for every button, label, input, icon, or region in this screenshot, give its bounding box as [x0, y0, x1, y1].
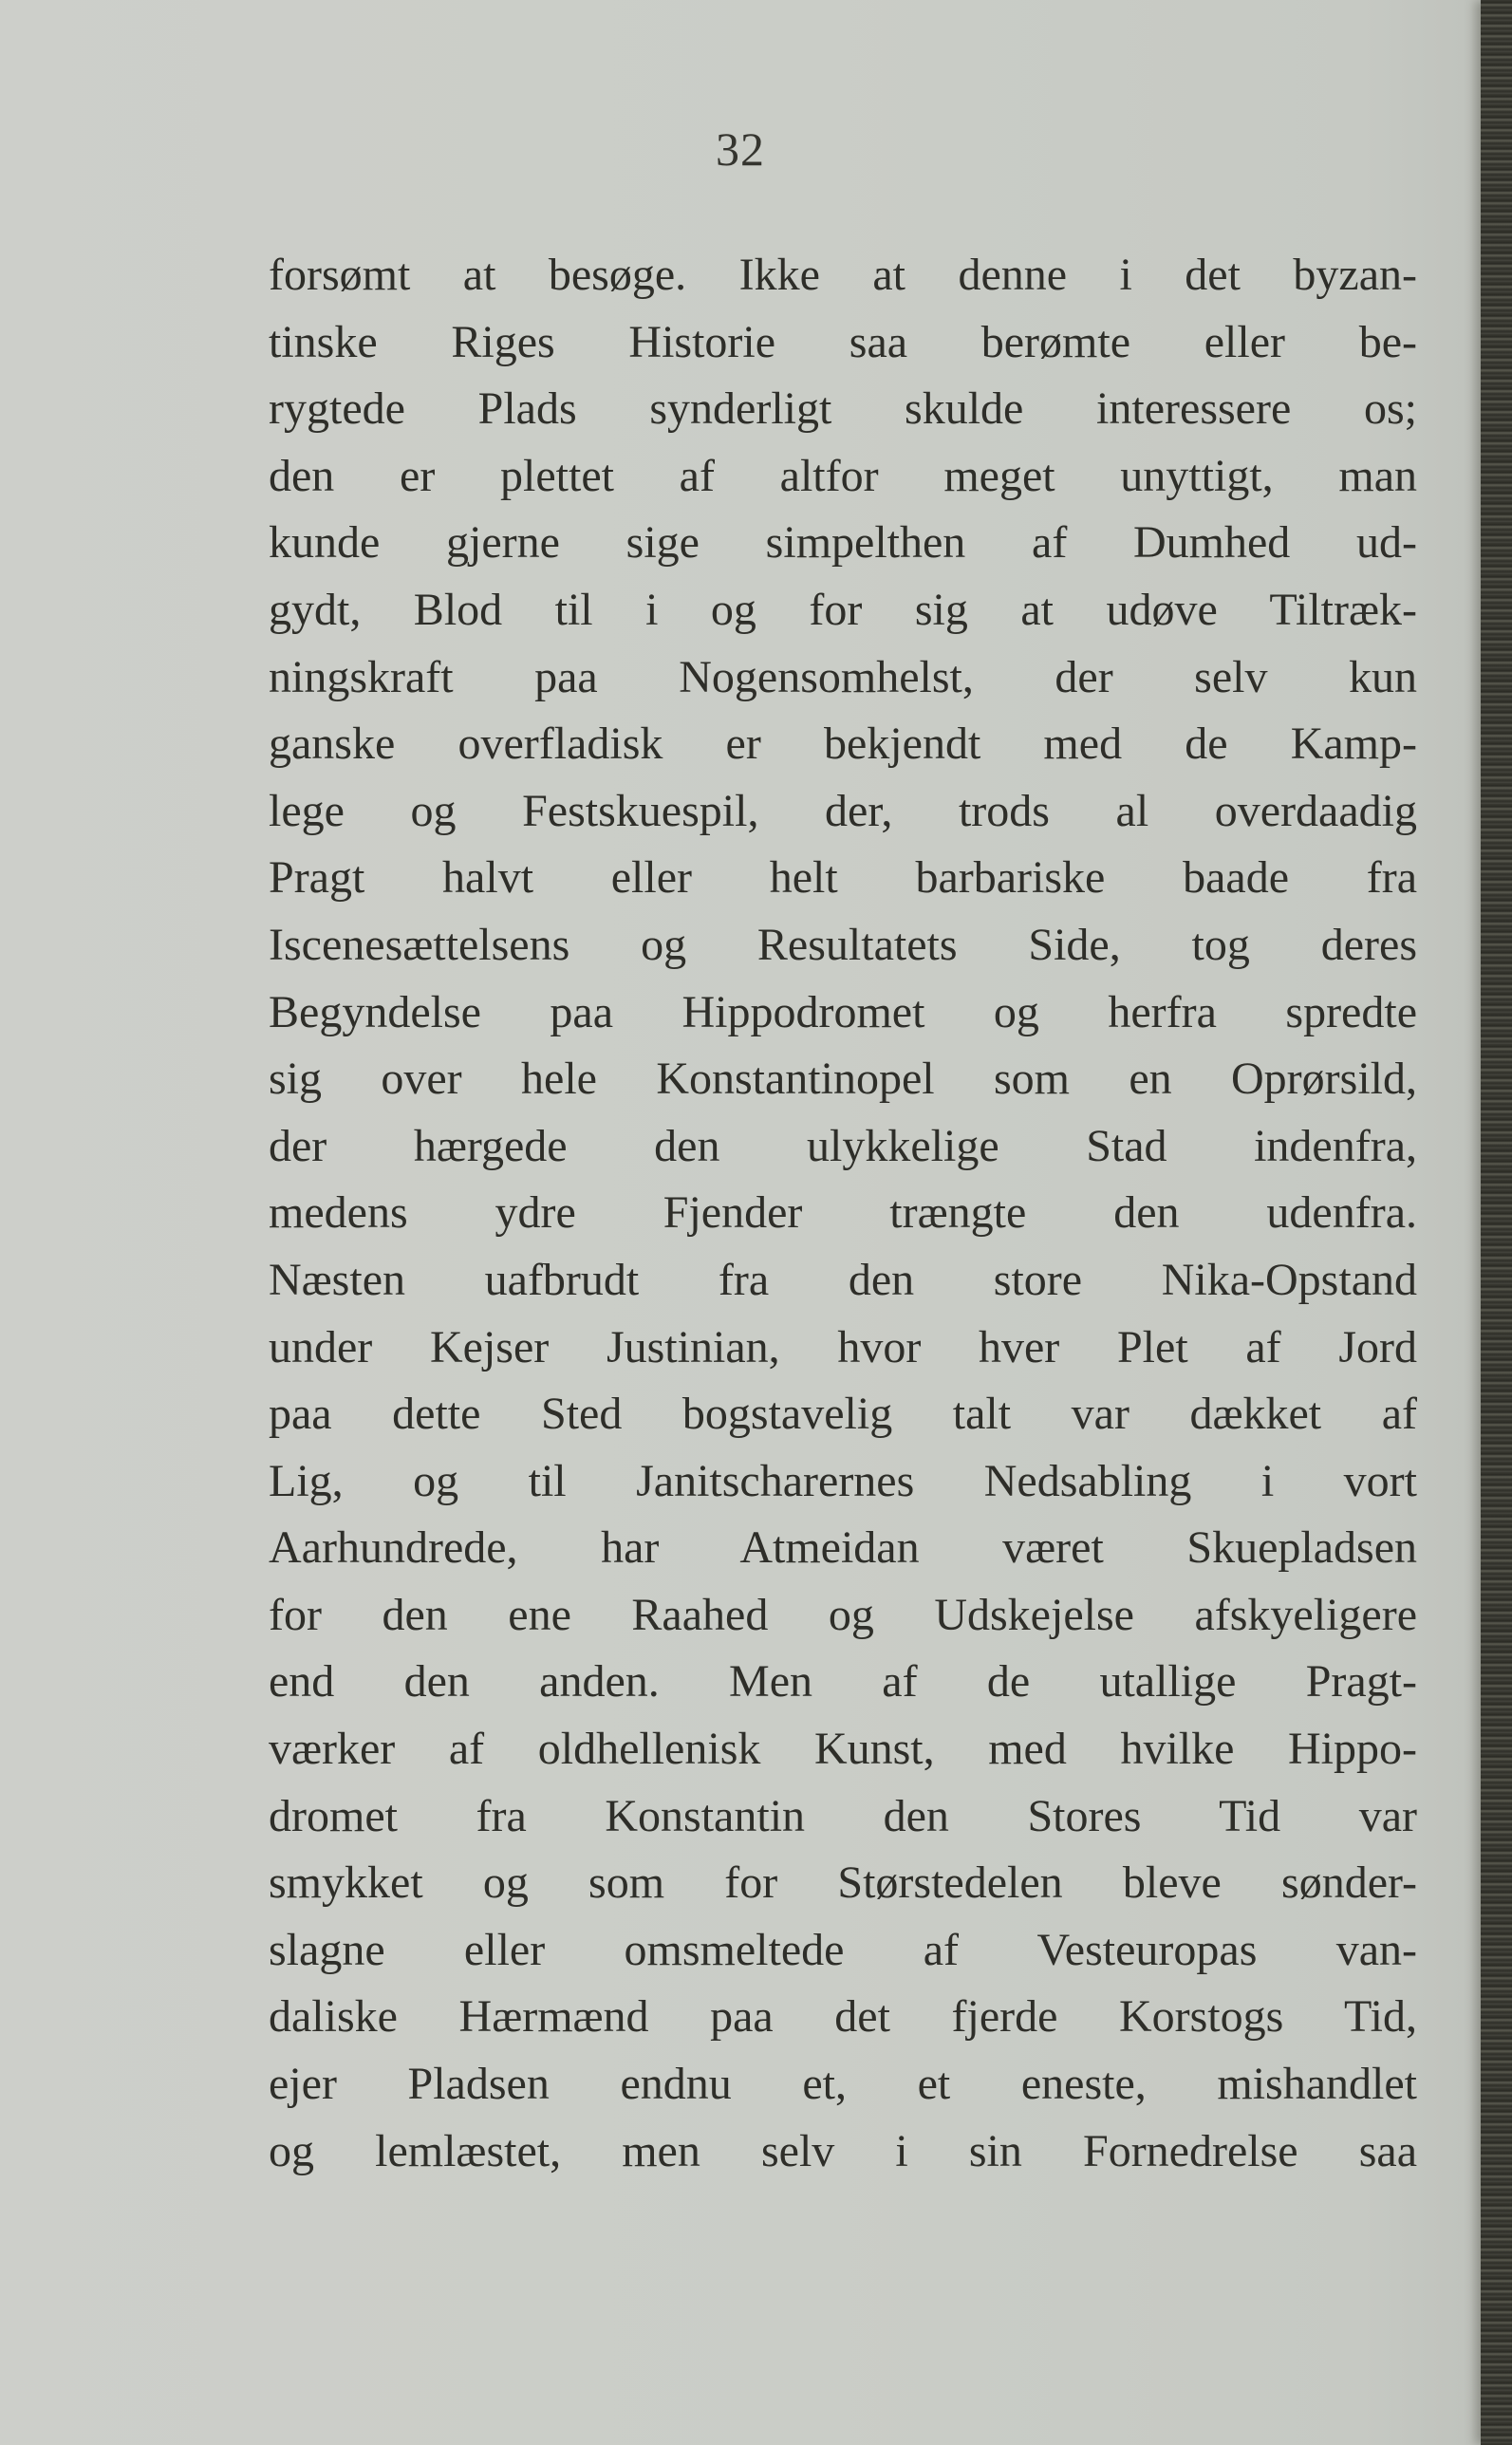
text-line: Begyndelse paa Hippodromet og herfra spredte [269, 986, 1417, 1037]
body-text [269, 242, 1417, 2185]
text-line: ejer Pladsen endnu et, et eneste, mishandlet [269, 2059, 1417, 2110]
text-line: Lig, og til Janitscharernes Nedsabling i vort [269, 1455, 1417, 1506]
text-line: ganske overfladisk er bekjendt med de Kamp- [269, 719, 1417, 770]
text-line: Aarhundrede, har Atmeidan været Skuepladsen [269, 1522, 1417, 1574]
text-line: tinske Riges Historie saa berømte eller be- [269, 316, 1417, 367]
text-line: forsømt at besøge. Ikke at denne i det byzan- [269, 250, 1417, 300]
text-line: Iscenesættelsens og Resultatets Side, tog deres [269, 919, 1417, 970]
text-line: lege og Festskuespil, der, trods al overdaadig [269, 785, 1417, 836]
text-line: under Kejser Justinian, hvor hver Plet af Jord [269, 1321, 1417, 1372]
text-line: rygtede Plads synderligt skulde interessere os; [269, 383, 1417, 435]
text-line: kunde gjerne sige simpelthen af Dumhed ud- [269, 517, 1417, 569]
text-line: og lemlæstet, men selv i sin Fornedrelse saa [269, 2125, 1417, 2176]
text-line: medens ydre Fjender trængte den udenfra. [269, 1187, 1417, 1239]
text-line: sig over hele Konstantinopel som en Oprørsild, [269, 1054, 1417, 1105]
text-line: ningskraft paa Nogensomhelst, der selv kun [269, 651, 1417, 702]
text-line: der hærgede den ulykkelige Stad indenfra, [269, 1120, 1417, 1171]
text-line: daliske Hærmænd paa det fjerde Korstogs Tid, [269, 1991, 1417, 2043]
text-line: Pragt halvt eller helt barbariske baade fra [269, 852, 1417, 904]
page-number: 32 [716, 122, 765, 176]
text-line: for den ene Raahed og Udskejelse afskyeligere [269, 1589, 1417, 1640]
page-edge-shadow [1481, 0, 1512, 2445]
text-line: den er plettet af altfor meget unyttigt, man [269, 450, 1417, 501]
text-line: Næsten uafbrudt fra den store Nika-Opstand [269, 1254, 1417, 1305]
text-line: slagne eller omsmeltede af Vesteuropas van- [269, 1924, 1417, 1975]
text-line: værker af oldhellenisk Kunst, med hvilke Hippo- [269, 1724, 1417, 1775]
text-line: gydt, Blod til i og for sig at udøve Tiltræk- [269, 584, 1417, 635]
text-line: smykket og som for Størstedelen bleve sønder- [269, 1857, 1417, 1909]
text-line: dromet fra Konstantin den Stores Tid var [269, 1790, 1417, 1841]
text-line: end den anden. Men af de utallige Pragt- [269, 1656, 1417, 1708]
text-line: paa dette Sted bogstavelig talt var dækket af [269, 1389, 1417, 1440]
